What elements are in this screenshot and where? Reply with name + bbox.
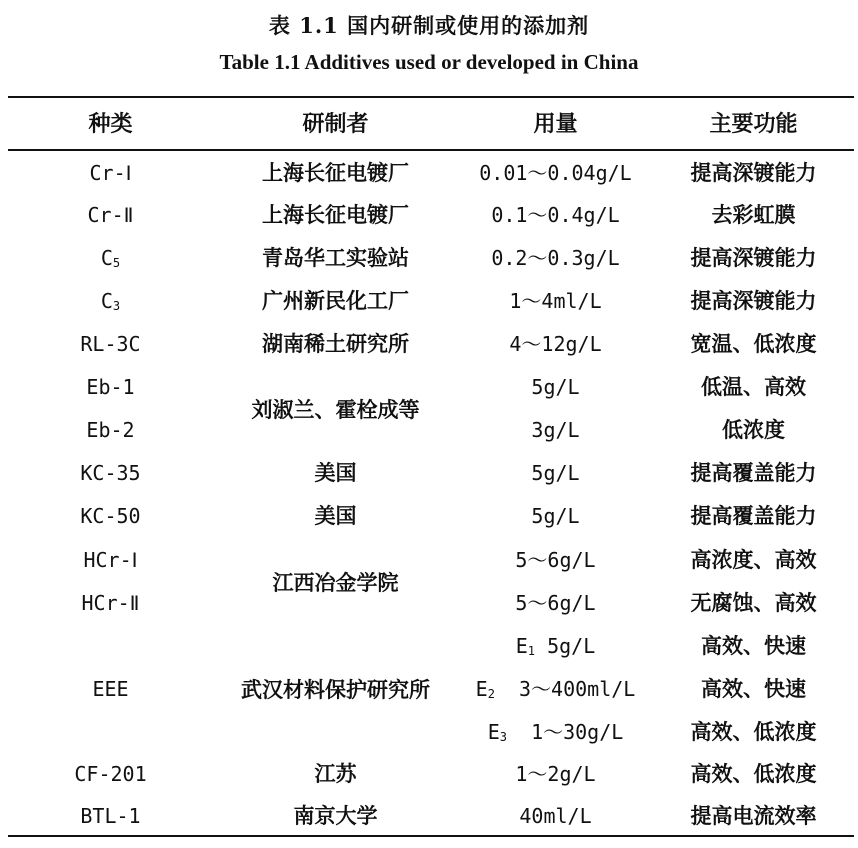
developer-cell: 江苏	[314, 761, 357, 786]
function-cell: 提高深镀能力	[690, 245, 817, 270]
header-amount: 用量	[533, 111, 578, 137]
type-subscript: 3	[112, 299, 121, 313]
developer-cell: 上海长征电镀厂	[262, 160, 409, 185]
developer-cell: 美国	[314, 460, 357, 485]
function-cell: 去彩虹膜	[711, 202, 796, 227]
developer-cell: 南京大学	[293, 803, 378, 828]
function-cell: 提高电流效率	[690, 803, 817, 828]
amount-subscript: 3	[499, 730, 507, 744]
developer-cell: 湖南稀土研究所	[262, 331, 409, 356]
type-cell: HCr-Ⅰ	[83, 548, 138, 572]
header-developer: 研制者	[302, 111, 369, 137]
amount-cell: 1～2g/L	[515, 762, 596, 786]
amount-main: E	[475, 677, 488, 701]
bottom-rule	[8, 835, 854, 837]
amount-cell: 5～6g/L	[515, 548, 596, 572]
developer-cell: 美国	[314, 503, 357, 528]
developer-cell: 青岛华工实验站	[262, 245, 409, 270]
amount-cell: 5～6g/L	[515, 591, 596, 615]
type-cell	[8, 237, 213, 279]
function-cell: 提高覆盖能力	[690, 503, 817, 528]
header-function: 主要功能	[709, 111, 798, 137]
table-title-chinese: 表 1.1 国内研制或使用的添加剂	[268, 13, 590, 38]
amount-main: E	[487, 720, 500, 744]
type-cell	[8, 280, 213, 322]
top-rule	[8, 96, 854, 98]
type-main: C	[100, 246, 113, 270]
amount-value: 5g/L	[547, 634, 596, 658]
function-cell: 提高深镀能力	[690, 288, 817, 313]
function-cell: 高效、低浓度	[690, 719, 817, 744]
function-cell: 高效、快速	[701, 676, 806, 701]
type-cell: Cr-Ⅰ	[89, 161, 132, 185]
amount-value: 1～30g/L	[531, 720, 624, 744]
table-title-english: Table 1.1 Additives used or developed in China	[219, 50, 639, 74]
amount-cell: 1～4ml/L	[509, 289, 602, 313]
amount-cell: 5g/L	[531, 504, 580, 528]
function-cell: 提高覆盖能力	[690, 460, 817, 485]
function-cell: 低温、高效	[701, 374, 806, 399]
type-cell: Eb-1	[86, 375, 135, 399]
amount-cell: 5g/L	[531, 461, 580, 485]
amount-cell: 40ml/L	[519, 804, 592, 828]
amount-main: E	[515, 634, 528, 658]
type-cell: BTL-1	[80, 804, 141, 828]
header-rule	[8, 149, 854, 151]
function-cell: 高效、低浓度	[690, 761, 817, 786]
function-cell: 无腐蚀、高效	[690, 590, 817, 615]
header-type: 种类	[88, 111, 133, 137]
amount-cell	[458, 711, 653, 753]
function-cell: 高效、快速	[701, 633, 806, 658]
type-cell-merged: EEE	[92, 677, 129, 701]
type-cell: RL-3C	[80, 332, 141, 356]
amount-cell	[458, 625, 653, 667]
developer-cell: 广州新民化工厂	[262, 288, 409, 313]
amount-cell	[458, 668, 653, 710]
amount-cell: 0.1～0.4g/L	[491, 203, 620, 227]
type-cell: Cr-Ⅱ	[87, 203, 134, 227]
type-subscript: 5	[112, 256, 121, 270]
amount-subscript: 1	[527, 644, 536, 658]
function-cell: 宽温、低浓度	[690, 331, 817, 356]
type-cell: KC-35	[80, 461, 141, 485]
amount-cell: 0.2～0.3g/L	[491, 246, 620, 270]
type-cell: HCr-Ⅱ	[81, 591, 140, 615]
function-cell: 低浓度	[722, 417, 785, 442]
amount-cell: 3g/L	[531, 418, 580, 442]
type-cell: KC-50	[80, 504, 141, 528]
developer-cell: 上海长征电镀厂	[262, 202, 409, 227]
type-cell: Eb-2	[86, 418, 135, 442]
amount-cell: 0.01～0.04g/L	[479, 161, 632, 185]
developer-cell-merged: 江西冶金学院	[272, 570, 399, 595]
function-cell: 高浓度、高效	[690, 547, 817, 572]
function-cell: 提高深镀能力	[690, 160, 817, 185]
amount-subscript: 2	[487, 687, 495, 701]
developer-cell-merged: 武汉材料保护研究所	[241, 677, 430, 702]
developer-cell-merged: 刘淑兰、霍栓成等	[251, 397, 420, 422]
amount-cell: 5g/L	[531, 375, 580, 399]
type-main: C	[100, 289, 113, 313]
amount-cell: 4～12g/L	[509, 332, 602, 356]
type-cell: CF-201	[74, 762, 147, 786]
amount-value: 3～400ml/L	[519, 677, 636, 701]
